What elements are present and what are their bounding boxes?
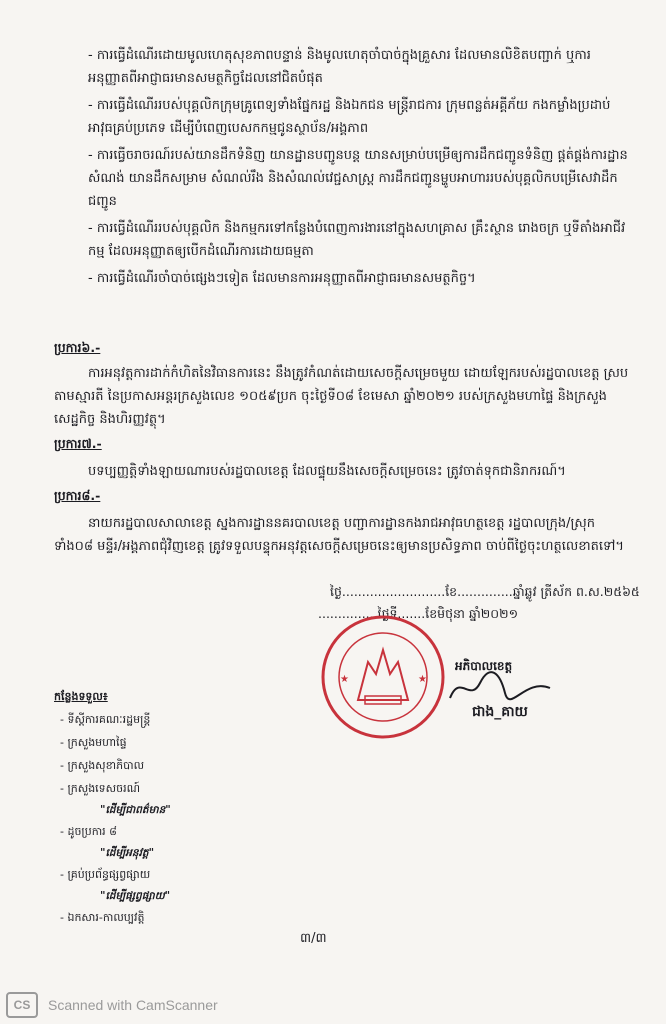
- article-8-heading: ប្រការ៨.-: [54, 488, 101, 503]
- date-line-lunar: ថ្ងៃ..........................ខែ..............ឆ្នាំឆ្លូវ ត្រីស័ក ព.ស.២៥៦៥: [330, 584, 640, 599]
- official-seal-icon: [318, 612, 448, 742]
- article-6-heading: ប្រការ៦.-: [54, 340, 101, 355]
- scanner-footer-text: Scanned with CamScanner: [48, 997, 218, 1013]
- recipient-item: - គ្រប់ប្រព័ន្ធផ្សព្វផ្សាយ: [60, 868, 151, 881]
- bullet-item: - ការធ្វើដំណើរដោយមូលហេតុសុខភាពបន្ទាន់ និងមូលហេតុចាំបាច់ក្នុងគ្រួសារ ដែលមានលិខិតបញ្ជាក់ ឬការអនុញ្ញាតពីអាជ្ញាធរមានសមត្ថកិច្ចដែលនៅជិតបំផុត: [88, 48, 591, 86]
- date-line-gregorian: ...............ថ្ងៃទី.......ខែមិថុនា ឆ្នាំ២០២១: [318, 606, 519, 621]
- article-7-heading: ប្រការ៧.-: [54, 436, 102, 451]
- recipient-purpose: "ដើម្បីផ្សព្វផ្សាយ": [100, 890, 171, 902]
- camscanner-logo-icon: CS: [6, 992, 38, 1018]
- article-8-text: នាយករដ្ឋបាលសាលាខេត្ត ស្នងការដ្ឋាននគរបាលខេត្ត បញ្ជាការដ្ឋានកងរាជអាវុធហត្ថខេត្ត រដ្ឋបាលក្រុង/ស្រុកទាំង០៨ មន្ទីរ/អង្គភាពជុំវិញខេត្ត ត្រូវទទួលបន្ទុកអនុវត្តសេចក្តីសម្រេចនេះឲ្យមានប្រសិទ្ធភាព ចាប់ពីថ្ងៃចុះហត្ថលេខាតទៅ។: [54, 516, 624, 554]
- bullet-item: - ការធ្វើដំណើររបស់បុគ្គលិកក្រុមគ្រូពេទ្យទាំងផ្នែករដ្ឋ និងឯកជន មន្ត្រីរាជការ ក្រុមពន្លត់អគ្គីភ័យ កងកម្លាំងប្រដាប់អាវុធគ្រប់ប្រភេទ ដើម្បីបំពេញបេសកកម្មជូនស្ថាប័ន/អង្គភាព: [88, 98, 611, 136]
- signer-name: ជាង_គាយ: [472, 704, 528, 720]
- recipient-item: - ក្រសួងសុខាភិបាល: [60, 759, 145, 772]
- recipient-item: - ឯកសារ-កាលប្បវត្តិ: [60, 911, 145, 924]
- recipient-item: - ក្រសួងមហាផ្ទៃ: [60, 736, 127, 749]
- bullet-list: [88, 44, 633, 294]
- bullet-item: - ការធ្វើដំណើរចាំបាច់ផ្សេងៗទៀត ដែលមានការអនុញ្ញាតពីអាជ្ញាធរមានសមត្ថកិច្ច។: [88, 271, 476, 286]
- recipient-item: - ក្រសួងទេសចរណ៍: [60, 782, 141, 795]
- recipients-title: កន្លែងទទួល៖: [54, 690, 108, 703]
- svg-text:★: ★: [340, 674, 349, 685]
- svg-text:★: ★: [418, 674, 427, 685]
- bullet-item: - ការធ្វើចរាចរណ៍របស់យានដឹកទំនិញ យានដ្ឋានបញ្ជូនបន្ត យានសម្រាប់បម្រើឲ្យការដឹកជញ្ជូនទំនិញ ផ្គត់ផ្គង់ការដ្ឋានសំណង់ យានដឹកសម្រាម សំណល់រឹង និងសំណល់វេជ្ជសាស្ត្រ ការដឹកជញ្ជូនម្ហូបអាហាររបស់បុគ្គលិកបម្រើសេវាដឹកជញ្ជូន: [88, 148, 628, 209]
- recipient-purpose: "ដើម្បីអនុវត្ត": [100, 847, 155, 859]
- recipient-purpose: "ដើម្បីជាពត៌មាន": [100, 804, 171, 816]
- scanner-footer: [6, 992, 218, 1018]
- recipients-list: [54, 690, 274, 929]
- bullet-item: - ការធ្វើដំណើររបស់បុគ្គលិក និងកម្មករទៅកន្លែងបំពេញការងារនៅក្នុងសហគ្រាស គ្រឹះស្ថាន រោងចក្រ ឬទីតាំងអាជីវកម្ម ដែលអនុញ្ញាតឲ្យបើកដំណើរការដោយធម្មតា: [88, 221, 626, 259]
- article-6-text: ការអនុវត្តការដាក់កំហិតនៃវិធានការនេះ នឹងត្រូវកំណត់ដោយសេចក្តីសម្រេចមួយ ដោយឡែករបស់រដ្ឋបាលខេត្ត ស្របតាមស្មារតី នៃប្រកាសអន្តរក្រសួងលេខ ១០៥៩ប្រក ចុះថ្ងៃទី០៨ ខែមេសា ឆ្នាំ២០២១ របស់ក្រសួងមហាផ្ទៃ និងក្រសួងសេដ្ឋកិច្ច និងហិរញ្ញវត្ថុ។: [54, 366, 629, 427]
- page-number: ៣/៣: [300, 931, 327, 946]
- recipient-item: - ទីស្តីការគណៈរដ្ឋមន្ត្រី: [60, 713, 151, 726]
- signer-title: អភិបាលខេត្ត: [455, 659, 513, 673]
- recipient-item: - ដូចប្រការ ៨: [60, 825, 117, 838]
- article-7-text: បទប្បញ្ញត្តិទាំងឡាយណារបស់រដ្ឋបាលខេត្ត ដែលផ្ទុយនឹងសេចក្តីសម្រេចនេះ ត្រូវចាត់ទុកជានិរាករណ៍។: [88, 464, 566, 479]
